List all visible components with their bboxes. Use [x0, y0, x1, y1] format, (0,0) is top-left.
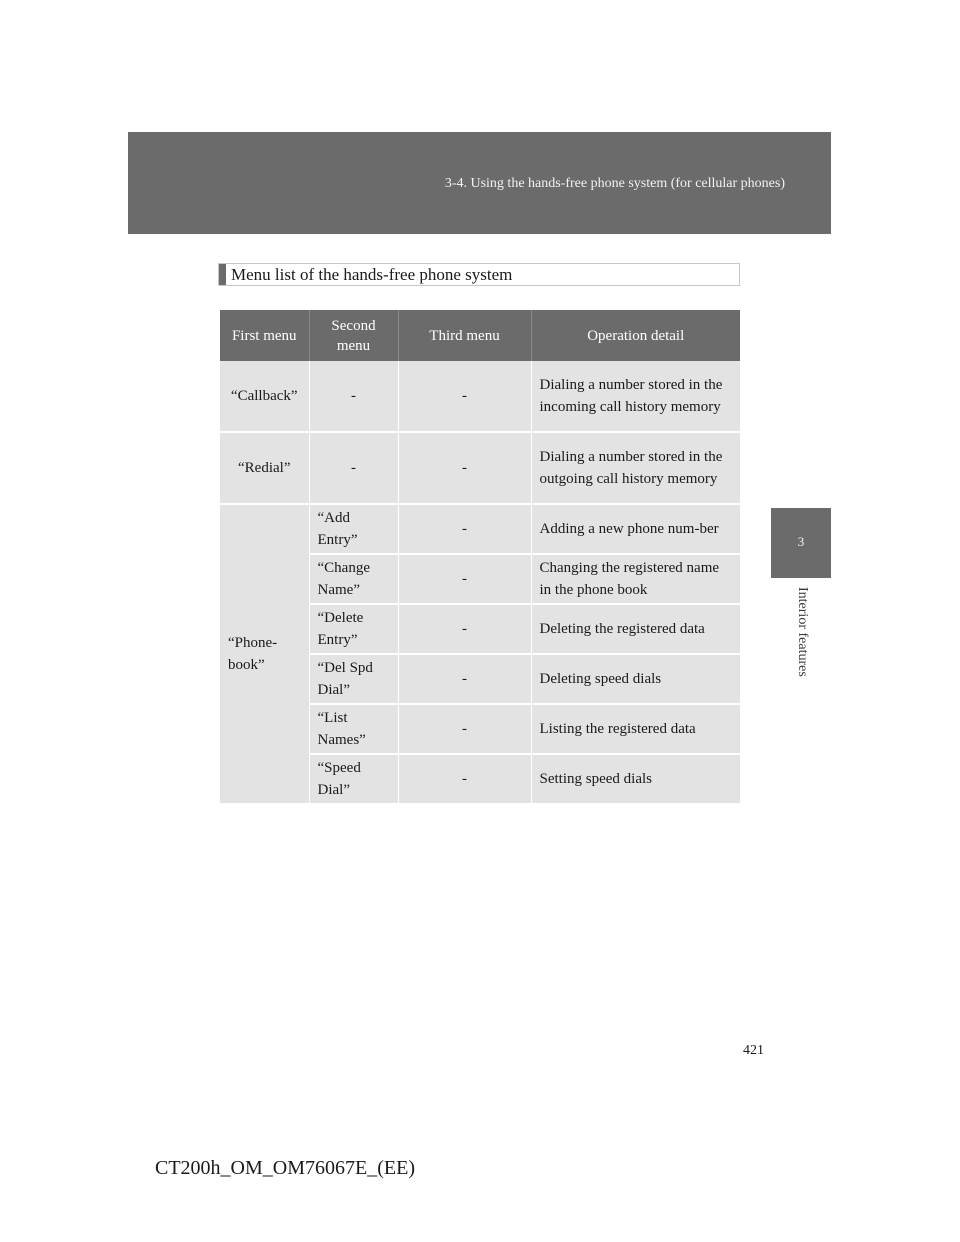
cell-second-menu: “Add Entry”	[309, 504, 398, 554]
header-second-menu: Second menu	[309, 310, 398, 361]
cell-third-menu: -	[398, 361, 531, 432]
cell-third-menu: -	[398, 654, 531, 704]
section-heading	[218, 263, 740, 286]
cell-operation-detail: Listing the registered data	[531, 704, 740, 754]
table-row	[220, 361, 740, 432]
header-first-menu: First menu	[220, 310, 309, 361]
cell-second-menu: “Speed Dial”	[309, 754, 398, 804]
header-third-menu: Third menu	[398, 310, 531, 361]
cell-second-menu: -	[309, 432, 398, 504]
cell-second-menu: “Del Spd Dial”	[309, 654, 398, 704]
cell-third-menu: -	[398, 704, 531, 754]
section-heading-text: Menu list of the hands-free phone system	[231, 265, 513, 284]
cell-third-menu: -	[398, 604, 531, 654]
header-section-title: 3-4. Using the hands-free phone system (for cellular phones)	[444, 176, 785, 191]
heading-accent-bar	[219, 264, 226, 285]
cell-operation-detail: Setting speed dials	[531, 754, 740, 804]
table-row	[220, 504, 740, 554]
cell-first-menu: “Redial”	[220, 432, 309, 504]
cell-third-menu: -	[398, 432, 531, 504]
cell-operation-detail: Dialing a number stored in the incoming call history memory	[531, 361, 740, 432]
table-header-row	[220, 310, 740, 361]
cell-operation-detail: Dialing a number stored in the outgoing call history memory	[531, 432, 740, 504]
table-row	[220, 432, 740, 504]
cell-second-menu: -	[309, 361, 398, 432]
chapter-label: Interior features	[795, 587, 810, 677]
cell-operation-detail: Deleting the registered data	[531, 604, 740, 654]
cell-second-menu: “Delete Entry”	[309, 604, 398, 654]
cell-first-menu: “Callback”	[220, 361, 309, 432]
chapter-number: 3	[797, 534, 805, 549]
cell-operation-detail: Adding a new phone num-ber	[531, 504, 740, 554]
document-code: CT200h_OM_OM76067E_(EE)	[155, 1157, 415, 1179]
cell-third-menu: -	[398, 504, 531, 554]
cell-second-menu: “List Names”	[309, 704, 398, 754]
cell-first-menu: “Phone-book”	[220, 504, 309, 804]
cell-second-menu: “Change Name”	[309, 554, 398, 604]
page-number: 421	[743, 1043, 764, 1058]
chapter-tab	[771, 508, 831, 578]
menu-list-table	[220, 310, 740, 805]
cell-operation-detail: Changing the registered name in the phone book	[531, 554, 740, 604]
page-header	[128, 132, 831, 234]
cell-third-menu: -	[398, 554, 531, 604]
header-operation-detail: Operation detail	[531, 310, 740, 361]
cell-third-menu: -	[398, 754, 531, 804]
cell-operation-detail: Deleting speed dials	[531, 654, 740, 704]
